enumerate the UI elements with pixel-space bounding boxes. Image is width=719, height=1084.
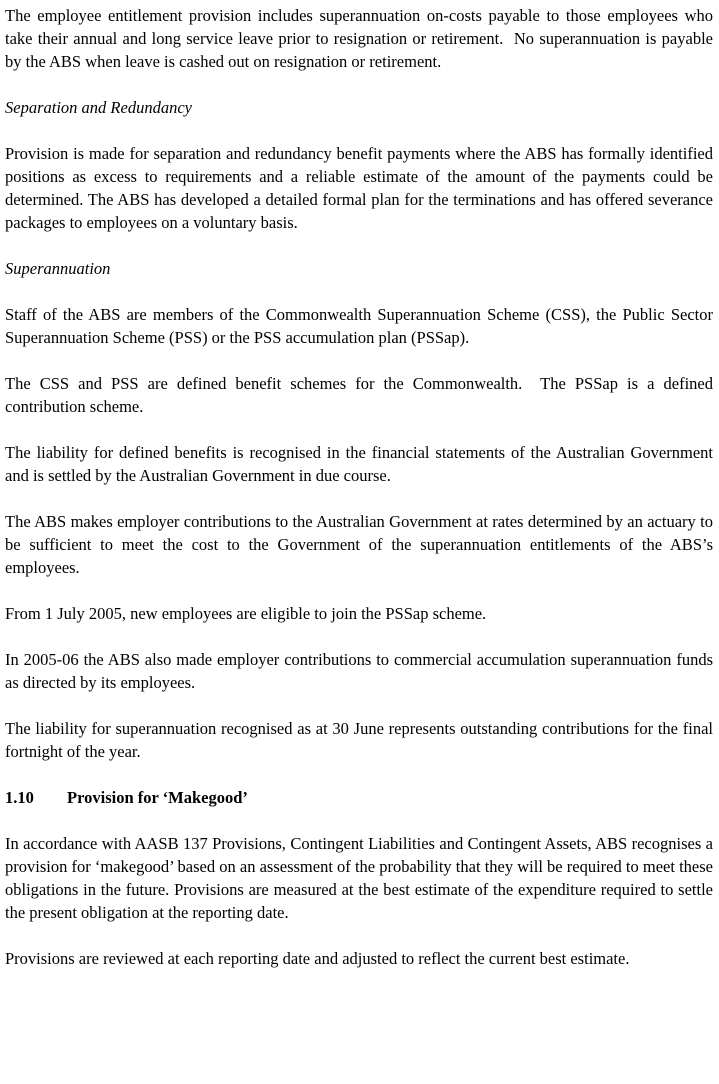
paragraph-aasb-137-makegood: In accordance with AASB 137 Provisions, Contingent Liabilities and Contingent Assets, ABS recognises a provision for ‘makegood’ based on an assessment of the probability that they will be required to meet these obligations in the future. Provisions are measured at the best estimate of the expenditure required to settle the present obligation at the reporting date. [5,834,713,922]
paragraph-pssap-eligibility: From 1 July 2005, new employees are eligible to join the PSSap scheme. [5,604,487,623]
paragraph-employee-entitlement-provision: The employee entitlement provision includes superannuation on-costs payable to those employees who take their annual and long service leave prior to resignation or retirement. No superannuation is payable by the ABS when leave is cashed out on resignation or retirement. [5,6,713,71]
subheading-superannuation: Superannuation [5,259,111,278]
paragraph-staff-scheme-membership: Staff of the ABS are members of the Commonwealth Superannuation Scheme (CSS), the Public Sector Superannuation Scheme (PSS) or the PSS accumulation plan (PSSap). [5,305,713,347]
paragraph-defined-benefit-schemes: The CSS and PSS are defined benefit schemes for the Commonwealth. The PSSap is a defined contribution scheme. [5,374,713,416]
paragraph-superannuation-liability-30-june: The liability for superannuation recognised as at 30 June represents outstanding contributions for the final fortnight of the year. [5,719,713,761]
paragraph-employer-contributions-rates: The ABS makes employer contributions to the Australian Government at rates determined by an actuary to be sufficient to meet the cost to the Government of the superannuation entitlements of the ABS’s employees. [5,512,713,577]
section-heading-provision-for-makegood [5,786,713,809]
paragraph-separation-redundancy-provision: Provision is made for separation and redundancy benefit payments where the ABS has formally identified positions as excess to requirements and a reliable estimate of the amount of the payments could be determined. The ABS has developed a detailed formal plan for the terminations and has offered severance packages to employees on a voluntary basis. [5,144,713,232]
paragraph-liability-defined-benefits: The liability for defined benefits is recognised in the financial statements of the Australian Government and is settled by the Australian Government in due course. [5,443,713,485]
section-heading-number: 1.10 [5,788,34,807]
paragraph-provisions-reviewed: Provisions are reviewed at each reporting date and adjusted to reflect the current best estimate. [5,949,630,968]
subheading-separation-and-redundancy: Separation and Redundancy [5,98,192,117]
paragraph-commercial-accumulation-funds: In 2005-06 the ABS also made employer contributions to commercial accumulation superannuation funds as directed by its employees. [5,650,713,692]
section-heading-title: Provision for ‘Makegood’ [67,788,248,807]
